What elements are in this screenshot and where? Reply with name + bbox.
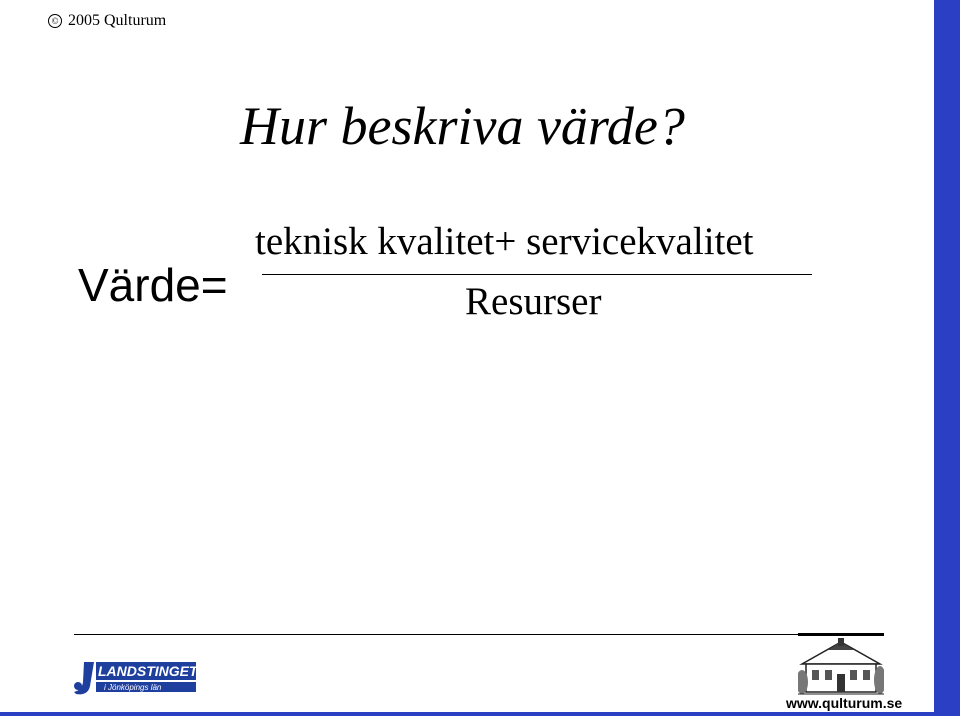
formula-denominator: Resurser: [465, 280, 602, 323]
qulturum-building-icon: [798, 638, 884, 696]
logo-wordmark: LANDSTINGET: [98, 663, 198, 679]
landstinget-logo: [70, 656, 200, 698]
fraction-bar: [262, 274, 812, 275]
logo-subtext: i Jönköpings län: [104, 683, 162, 692]
copyright-icon: ©: [48, 14, 62, 28]
footer-divider-accent: [798, 633, 884, 636]
footer-divider: [74, 634, 884, 635]
formula-numerator: teknisk kvalitet+ servicekvalitet: [255, 220, 754, 263]
right-accent-bar: [934, 0, 960, 716]
copyright-text: 2005 Qulturum: [68, 12, 167, 29]
copyright-notice: [48, 12, 166, 30]
bottom-accent-bar: [0, 712, 960, 716]
formula-lhs: Värde=: [78, 259, 228, 311]
slide-title: Hur beskriva värde?: [240, 96, 685, 156]
footer-url[interactable]: www.qulturum.se: [786, 695, 903, 711]
